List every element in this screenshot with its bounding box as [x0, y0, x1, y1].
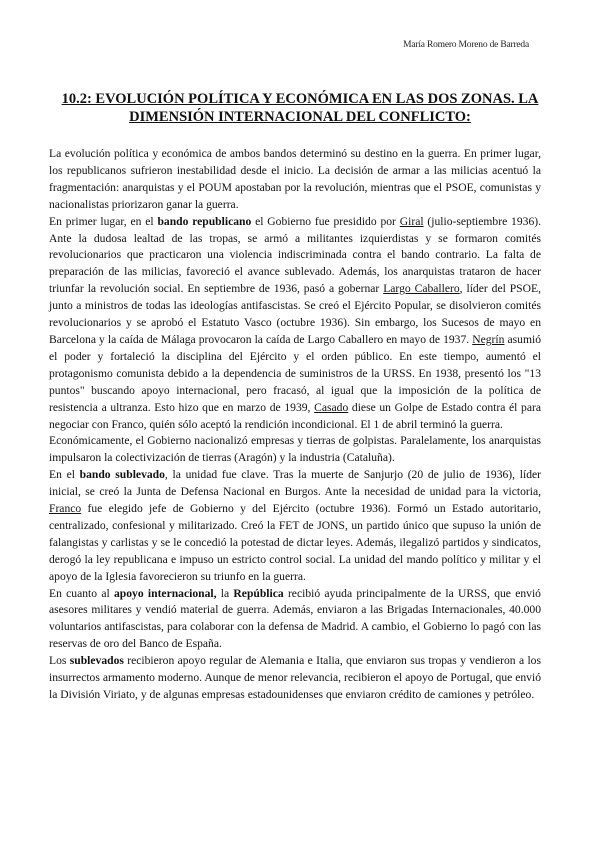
underlined-name: Giral: [399, 214, 424, 228]
text-run: , líder del PSOE, junto a ministros de todas las ideologías antifascistas. Se creó el Ejército Popular, se disolvieron comités revolucionarios y se aprobó el Estatuto Vasco (octubre 1936). Sin embargo, los Sucesos de mayo en Barcelona y la caída de Málaga provocaron la caída de Largo Caballero en mayo de 1937.: [49, 282, 541, 346]
underlined-name: Negrín: [472, 332, 505, 346]
author-header: María Romero Moreno de Barreda: [403, 40, 529, 50]
bold-term: bando republicano: [157, 214, 252, 228]
bold-term: República: [233, 586, 284, 600]
bold-term: bando sublevado: [79, 468, 165, 482]
text-run: La evolución política y económica de ambos bandos determinó su destino en la guerra. En primer lugar, los republicanos sufrieron inestabilidad desde el inicio. La decisión de armar a las milicias acentuó la fragmentación: anarquistas y el POUM apostaban por la revolución, mientras que el PSOE, comunistas y nacionalistas priorizaron ganar la guerra.: [49, 147, 541, 211]
underlined-name: Casado: [314, 400, 349, 414]
text-run: el Gobierno fue presidido por: [251, 214, 400, 228]
document-body: [49, 146, 541, 704]
text-run: Económicamente, el Gobierno nacionalizó empresas y tierras de golpistas. Paralelamente, los anarquistas impulsaron la colectivización de tierras (Aragón) y la industria (Cataluña).: [49, 434, 541, 465]
bold-term: sublevados: [69, 654, 124, 668]
paragraph: [49, 146, 541, 214]
text-run: , la unidad fue clave. Tras la muerte de Sanjurjo (20 de julio de 1936), líder inicial, se creó la Junta de Defensa Nacional en Burgos. Ante la necesidad de unidad para la victoria,: [49, 468, 542, 499]
paragraph: [49, 586, 541, 654]
paragraph: [49, 653, 541, 704]
text-run: la: [216, 586, 234, 600]
text-run: diese un Golpe de Estado contra él para negociar con Franco, quién sólo aceptó la rendición incondicional. El 1 de abril terminó la guerra.: [49, 400, 542, 431]
text-run: Los: [49, 654, 70, 668]
paragraph: [49, 433, 541, 467]
text-run: fue elegido jefe de Gobierno y del Ejército (octubre 1936). Formó un Estado autoritario, centralizado, confesional y militarizado. Creó la FET de JONS, un partido único que supuso la unión de falangistas y carlistas y se le concedió la potestad de dictar leyes. Además, ilegalizó partidos y sindicatos, derogó la ley republicana e impuso un estricto control social. La unidad del mando político y militar y el apoyo de la Iglesia favorecieron su triunfo en la guerra.: [49, 502, 541, 583]
text-run: En primer lugar, en el: [49, 214, 158, 228]
text-run: recibieron apoyo regular de Alemania e Italia, que enviaron sus tropas y vendieron a los insurrectos armamento moderno. Aunque de menor relevancia, recibieron el apoyo de Portugal, que envió la División Viriato, y de algunas empresas estadounidenses que enviaron crédito de camiones y petróleo.: [49, 654, 541, 701]
text-run: recibió ayuda principalmente de la URSS, que envió asesores militares y vendió material de guerra. Además, enviaron a las Brigadas Internacionales, 40.000 voluntarios antifascistas, para colaborar con la defensa de Madrid. A cambio, el Gobierno lo pagó con las reservas de oro del Banco de España.: [49, 586, 541, 651]
underlined-name: Franco: [49, 502, 82, 516]
text-run: (julio-septiembre 1936). Ante la dudosa lealtad de las tropas, se armó a militantes izquierdistas y se formaron comités revolucionarios que practicaron una violencia indiscriminada contra el bando contrario. La falta de preparación de las milicias, favoreció el avance sublevado. Además, los anarquistas trataron de hacer triunfar la revolución social. En septiembre de 1936, pasó a gobernar: [49, 214, 542, 296]
paragraph: [49, 467, 541, 585]
bold-term: apoyo internacional,: [113, 586, 217, 600]
text-run: En cuanto al: [49, 586, 114, 600]
underlined-name: Largo Caballero: [383, 282, 460, 296]
text-run: asumió el poder y fortaleció la disciplina del Ejército y el orden público. En este tiempo, aumentó el protagonismo comunista debido a la dependencia de suministros de la URSS. En 1938, presentó los "13 puntos" buscando apoyo internacional, pero fracasó, al igual que la imposición de la política de resistencia a ultranza. Esto hizo que en marzo de 1939,: [49, 332, 541, 414]
text-run: En el: [49, 468, 80, 482]
paragraph: [49, 214, 541, 434]
document-title: 10.2: EVOLUCIÓN POLÍTICA Y ECONÓMICA EN LAS DOS ZONAS. LA DIMENSIÓN INTERNACIONAL DEL CONFLICTO:: [61, 91, 539, 125]
